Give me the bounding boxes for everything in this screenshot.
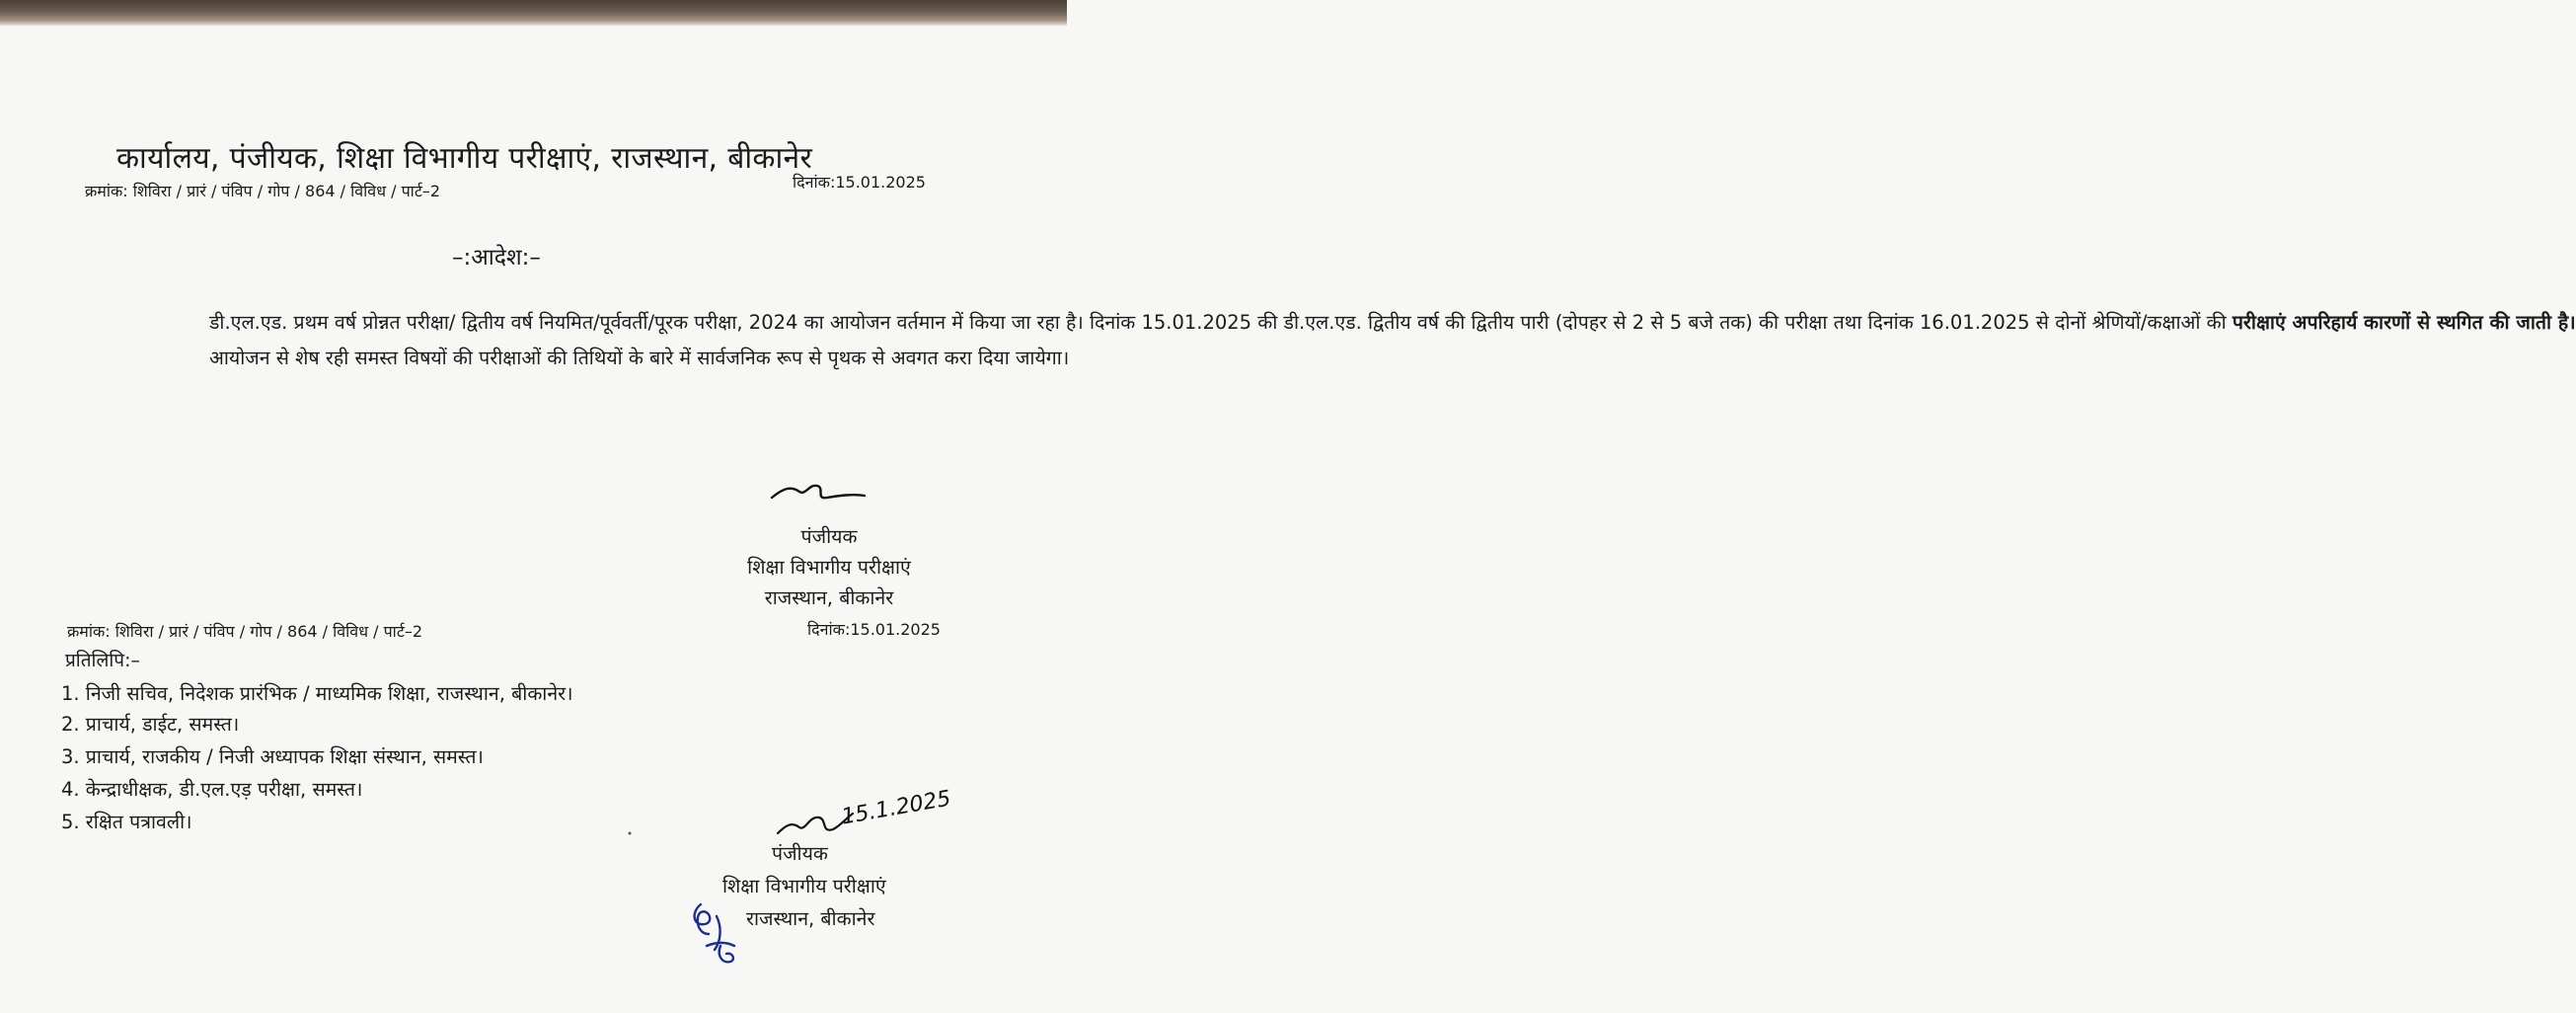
copy-item: 5. रक्षित पत्रावली।	[61, 811, 192, 833]
photo-edge-shadow	[0, 0, 1067, 26]
blue-ink-initials	[687, 898, 742, 970]
copy-item: 3. प्राचार्य, राजकीय / निजी अध्यापक शिक्षा संस्थान, समस्त।	[61, 745, 484, 768]
order-heading: –:आदेश:–	[452, 245, 541, 271]
signatory-designation: पंजीयक	[772, 842, 828, 865]
reference-number: क्रमांक: शिविरा / प्रारं / पंविप / गोप / 864 / विविध / पार्ट–2	[85, 182, 441, 200]
signatory-location: राजस्थान, बीकानेर	[746, 907, 875, 930]
order-body	[75, 305, 2576, 376]
copy-item: 2. प्राचार्य, डाईट, समस्त।	[61, 713, 240, 736]
signatory-location: राजस्थान, बीकानेर	[764, 586, 894, 609]
ink-dot	[628, 831, 632, 835]
handwritten-date: 15.1.2025	[839, 786, 953, 830]
paragraph-2: आयोजन से शेष रही समस्त विषयों की परीक्षाओं की तिथियों के बारे में सार्वजनिक रूप से पृथक से अवगत करा दिया जायेगा।	[209, 347, 1070, 369]
copy-reference-number: क्रमांक: शिविरा / प्रारं / पंविप / गोप / 864 / विविध / पार्ट–2	[67, 622, 423, 641]
copy-heading: प्रतिलिपि:–	[65, 650, 140, 671]
office-title: कार्यालय, पंजीयक, शिक्षा विभागीय परीक्षाएं, राजस्थान, बीकानेर	[116, 141, 813, 176]
paragraph-1-text: डी.एल.एड. प्रथम वर्ष प्रोन्नत परीक्षा/ द्वितीय वर्ष नियमित/पूर्ववर्ती/पूरक परीक्षा, 2024 का आयोजन वर्तमान में किया जा रहा है। दिनांक 15.01.2025 की डी.एल.एड. द्वितीय वर्ष की द्वितीय पारी (दोपहर से 2 से 5 बजे तक) की परीक्षा तथा दिनांक 16.01.2025 से दोनों श्रेणियों/कक्षाओं की	[209, 311, 2233, 334]
copy-item: 4. केन्द्राधीक्षक, डी.एल.एड़ परीक्षा, समस्त।	[61, 778, 363, 801]
signature-block-2	[717, 837, 963, 935]
copy-item: 1. निजी सचिव, निदेशक प्रारंभिक / माध्यमिक शिक्षा, राजस्थान, बीकानेर।	[61, 682, 573, 705]
order-date: दिनांक:15.01.2025	[793, 173, 926, 192]
registrar-signature-1	[770, 478, 869, 507]
signatory-office: शिक्षा विभागीय परीक्षाएं	[747, 556, 911, 579]
paragraph-1	[75, 305, 2576, 341]
signatory-office: शिक्षा विभागीय परीक्षाएं	[722, 875, 886, 897]
paragraph-1-emphasis: परीक्षाएं अपरिहार्य कारणों से स्थगित की जाती है।	[2232, 311, 2576, 334]
signature-block-1	[711, 521, 947, 613]
copy-date: दिनांक:15.01.2025	[807, 620, 941, 639]
signatory-designation: पंजीयक	[800, 525, 858, 548]
